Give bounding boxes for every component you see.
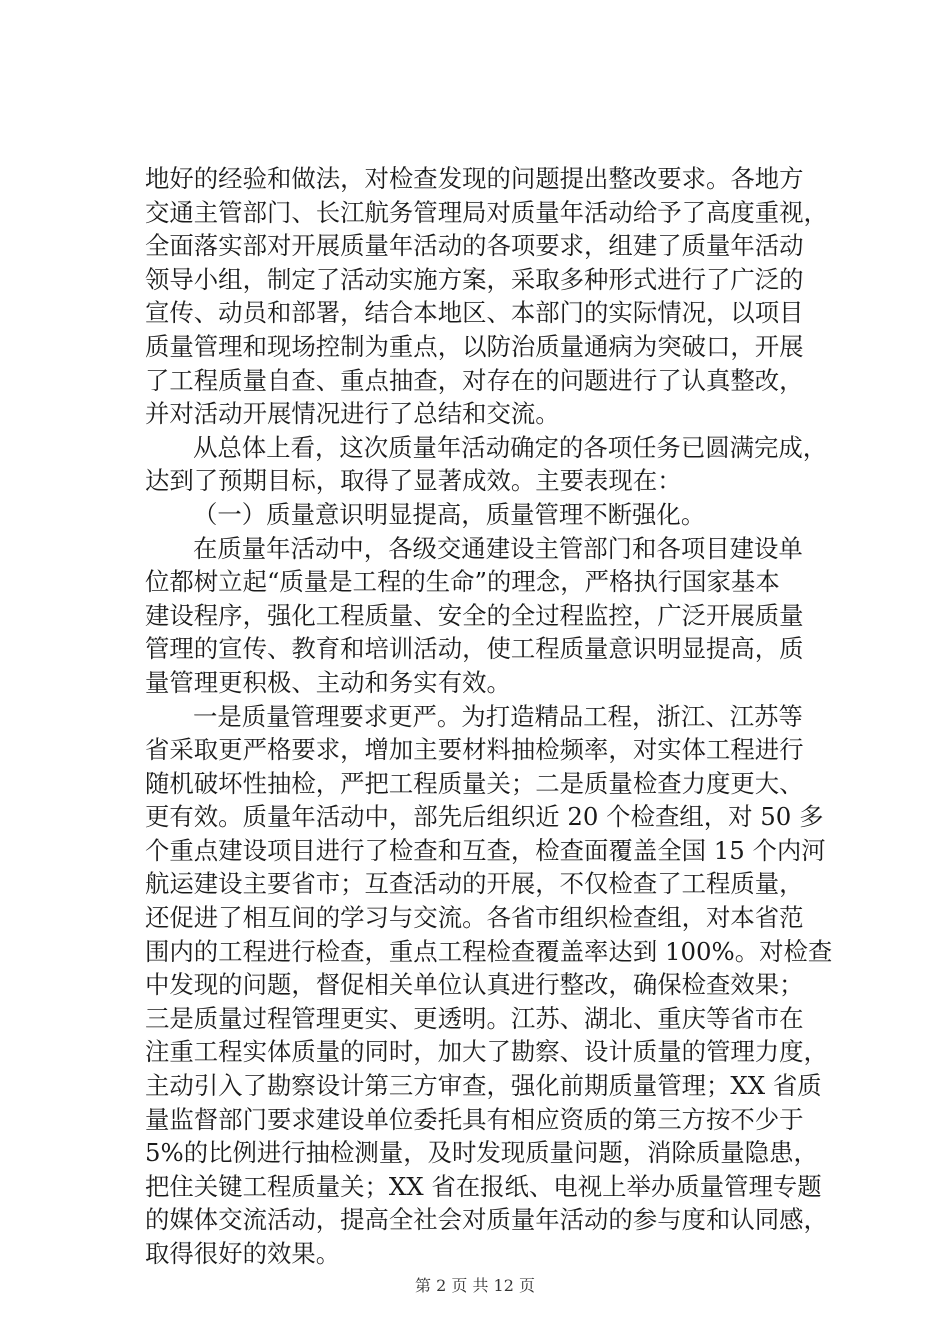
text-line: 取得很好的效果。 [145, 1239, 341, 1268]
text-line: 地好的经验和做法，对检查发现的问题提出整改要求。各地方 [145, 164, 804, 193]
text-line: 在质量年活动中，各级交通建设主管部门和各项目建设单 [193, 533, 803, 563]
text-line: 建设程序，强化工程质量、安全的全过程监控，广泛开展质量 [145, 600, 804, 630]
text-line: 了工程质量自查、重点抽查，对存在的问题进行了认真整改， [145, 365, 804, 395]
text-line: 省采取更严格要求，增加主要材料抽检频率，对实体工程进行 [145, 735, 804, 765]
text-line: 主动引入了勘察设计第三方审查，强化前期质量管理；XX 省质 [145, 1071, 822, 1101]
text-line: （一）质量意识明显提高，质量管理不断强化。 [193, 499, 706, 529]
text-line: 围内的工程进行检查，重点工程检查覆盖率达到 100%。对检查 [145, 936, 833, 966]
text-line: 并对活动开展情况进行了总结和交流。 [145, 399, 560, 429]
text-line: 航运建设主要省市；互查活动的开展，不仅检查了工程质量， [145, 869, 804, 899]
text-line: 三是质量过程管理更实、更透明。江苏、湖北、重庆等省市在 [145, 1003, 804, 1033]
text-line: 把住关键工程质量关；XX 省在报纸、电视上举办质量管理专题 [145, 1171, 822, 1201]
text-line: 还促进了相互间的学习与交流。各省市组织检查组，对本省范 [145, 903, 804, 933]
document-body [145, 162, 835, 1271]
text-line: 更有效。质量年活动中，部先后组织近 20 个检查组，对 50 多 [145, 802, 824, 832]
text-line: 管理的宣传、教育和培训活动，使工程质量意识明显提高，质 [145, 634, 804, 664]
text-line: 交通主管部门、长江航务管理局对质量年活动给予了高度重视， [145, 197, 828, 227]
text-line: 位都树立起“质量是工程的生命”的理念，严格执行国家基本 [145, 567, 780, 597]
text-line: 的媒体交流活动，提高全社会对质量年活动的参与度和认同感， [145, 1205, 828, 1235]
text-line: 中发现的问题，督促相关单位认真进行整改，确保检查效果； [145, 970, 804, 1000]
text-line: 量管理更积极、主动和务实有效。 [145, 667, 511, 697]
text-line: 量监督部门要求建设单位委托具有相应资质的第三方按不少于 [145, 1104, 804, 1134]
text-line: 质量管理和现场控制为重点，以防治质量通病为突破口，开展 [145, 331, 804, 361]
text-line: 5%的比例进行抽检测量，及时发现质量问题，消除质量隐患， [145, 1138, 818, 1168]
text-line: 达到了预期目标，取得了显著成效。主要表现在： [145, 466, 682, 496]
text-line: 从总体上看，这次质量年活动确定的各项任务已圆满完成， [193, 432, 828, 462]
text-line: 一是质量管理要求更严。为打造精品工程，浙江、江苏等 [193, 701, 803, 731]
text-line: 注重工程实体质量的同时，加大了勘察、设计质量的管理力度， [145, 1037, 828, 1067]
page-footer: 第 2 页 共 12 页 [415, 1276, 535, 1295]
text-line: 全面落实部对开展质量年活动的各项要求，组建了质量年活动 [145, 231, 804, 261]
text-line: 个重点建设项目进行了检查和互查，检查面覆盖全国 15 个内河 [145, 835, 826, 865]
text-line: 宣传、动员和部署，结合本地区、本部门的实际情况，以项目 [145, 298, 804, 328]
text-line: 随机破坏性抽检，严把工程质量关；二是质量检查力度更大、 [145, 768, 804, 798]
text-line: 领导小组，制定了活动实施方案，采取多种形式进行了广泛的 [145, 264, 804, 294]
